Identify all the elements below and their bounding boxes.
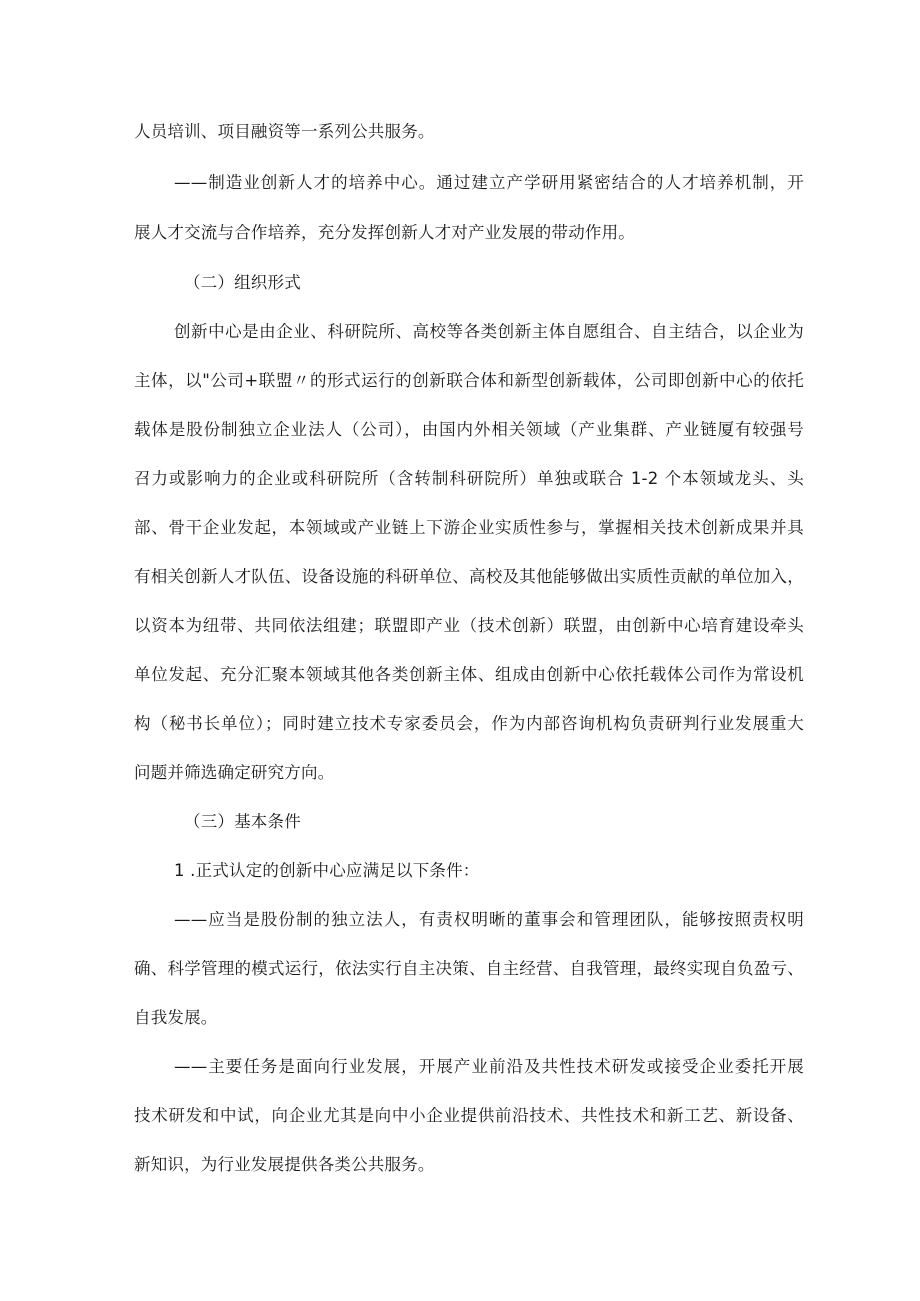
paragraph-line: 以资本为纽带、共同依法组建；联盟即产业（技术创新）联盟，由创新中心培育建设牵头: [134, 616, 804, 635]
paragraph-line: 确、科学管理的模式运行，依法实行自主决策、自主经营、自我管理，最终实现自负盈亏、: [134, 959, 804, 978]
paragraph-line: 单位发起、充分汇聚本领域其他各类创新主体、组成由创新中心依托载体公司作为常设机: [134, 665, 804, 684]
paragraph-line: 载体是股份制独立企业法人（公司），由国内外相关领域（产业集群、产业链厦有较强号: [134, 420, 804, 439]
paragraph-line: 创新中心是由企业、科研院所、高校等各类创新主体自愿组合、自主结合，以企业为: [174, 322, 804, 341]
section-heading: （三）基本条件: [184, 812, 301, 831]
paragraph-line: 1 .正式认定的创新中心应满足以下条件：: [174, 861, 480, 880]
paragraph-line: ——制造业创新人才的培养中心。通过建立产学研用紧密结合的人才培养机制，开: [174, 173, 804, 192]
paragraph-line: 自我发展。: [134, 1008, 218, 1027]
section-heading: （二）组织形式: [184, 273, 301, 292]
paragraph-line: 展人才交流与合作培养，充分发挥创新人才对产业发展的带动作用。: [134, 223, 635, 242]
paragraph-line: 新知识，为行业发展提供各类公共服务。: [134, 1155, 435, 1174]
paragraph-line: 召力或影响力的企业或科研院所（含转制科研院所）单独或联合 1-2 个本领域龙头、头: [134, 469, 804, 488]
paragraph-line: 技术研发和中试，向企业尤其是向中小企业提供前沿技术、共性技术和新工艺、新设备、: [134, 1106, 804, 1125]
paragraph-line: 有相关创新人才队伍、设备设施的科研单位、高校及其他能够做出实质性贡献的单位加入，: [134, 567, 804, 586]
paragraph-line: ——应当是股份制的独立法人，有责权明晰的董事会和管理团队，能够按照责权明: [174, 910, 804, 929]
paragraph-line: ——主要任务是面向行业发展，开展产业前沿及共性技术研发或接受企业委托开展: [174, 1057, 804, 1076]
paragraph-line: 构（秘书长单位）；同时建立技术专家委员会，作为内部咨询机构负责研判行业发展重大: [134, 714, 804, 733]
paragraph-line: 人员培训、项目融资等一系列公共服务。: [134, 122, 435, 141]
paragraph-line: 部、骨干企业发起，本领域或产业链上下游企业实质性参与，掌握相关技术创新成果并具: [134, 518, 804, 537]
paragraph-line: 问题并筛选确定研究方向。: [134, 763, 335, 782]
paragraph-line: 主体，以"公司+联盟〃的形式运行的创新联合体和新型创新载体，公司即创新中心的依托: [134, 371, 804, 390]
